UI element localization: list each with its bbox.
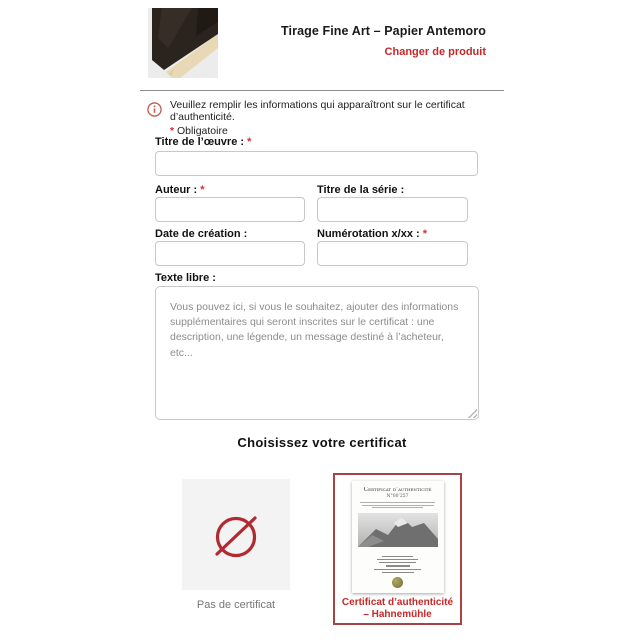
no-certificate-icon — [205, 504, 267, 566]
titre-oeuvre-label-text: Titre de l’œuvre : — [155, 136, 245, 148]
notice-body — [170, 99, 504, 137]
titre-oeuvre-label — [155, 136, 251, 148]
header-divider — [140, 90, 504, 91]
titre-serie-input[interactable] — [317, 197, 468, 222]
no-certificate-label: Pas de certificat — [196, 599, 276, 611]
numerotation-input[interactable] — [317, 241, 468, 266]
numerotation-label — [317, 228, 427, 240]
certificate-preview-seal — [392, 577, 403, 588]
date-creation-input[interactable] — [155, 241, 305, 266]
certificate-form-page — [140, 0, 504, 640]
notice-text: Veuillez remplir les informations qui apparaîtront sur le certificat d’authenticité. — [170, 99, 465, 123]
date-creation-label — [155, 228, 247, 240]
auteur-label — [155, 184, 205, 196]
page-title: Tirage Fine Art – Papier Antemoro — [281, 24, 486, 38]
auteur-required-asterisk: * — [200, 184, 205, 196]
certificate-options — [140, 473, 504, 625]
certificate-section-heading: Choisissez votre certificat — [237, 435, 407, 450]
titre-oeuvre-input[interactable] — [155, 151, 478, 176]
certificate-preview — [352, 481, 444, 593]
certificate-preview-title: Certificat d’authenticité — [363, 487, 432, 493]
titre-oeuvre-required-asterisk: * — [247, 136, 252, 148]
required-label: Obligatoire — [177, 125, 228, 137]
no-certificate-box — [182, 479, 290, 590]
titre-serie-label-text: Titre de la série : — [317, 184, 405, 196]
certificate-preview-detail-lines — [358, 556, 438, 574]
header-title-block — [281, 24, 486, 60]
change-product-link[interactable]: Changer de produit — [384, 46, 486, 58]
certificate-hahnemuhle-label: Certificat d’authenticité – Hahnemühle — [341, 597, 454, 620]
notice-banner — [147, 99, 504, 137]
texte-libre-label-text: Texte libre : — [155, 272, 216, 284]
date-creation-label-text: Date de création : — [155, 228, 248, 240]
certificate-preview-mountain-photo — [358, 513, 438, 547]
auteur-label-text: Auteur : — [155, 184, 198, 196]
numerotation-required-asterisk: * — [422, 228, 428, 240]
titre-serie-label — [317, 184, 404, 196]
texte-libre-textarea[interactable] — [155, 286, 479, 420]
required-asterisk: * — [170, 125, 175, 137]
texte-libre-label — [155, 272, 216, 284]
texte-libre-wrapper — [155, 286, 479, 420]
product-image — [148, 8, 218, 78]
info-icon — [147, 102, 162, 117]
certificate-preview-paragraph-lines — [358, 502, 438, 508]
certificate-preview-number: N°00’257 — [386, 494, 409, 499]
numerotation-label-text: Numérotation x/xx : — [317, 228, 420, 240]
auteur-input[interactable] — [155, 197, 305, 222]
option-certificate-hahnemuhle[interactable] — [333, 473, 462, 625]
option-no-certificate[interactable] — [182, 473, 290, 611]
